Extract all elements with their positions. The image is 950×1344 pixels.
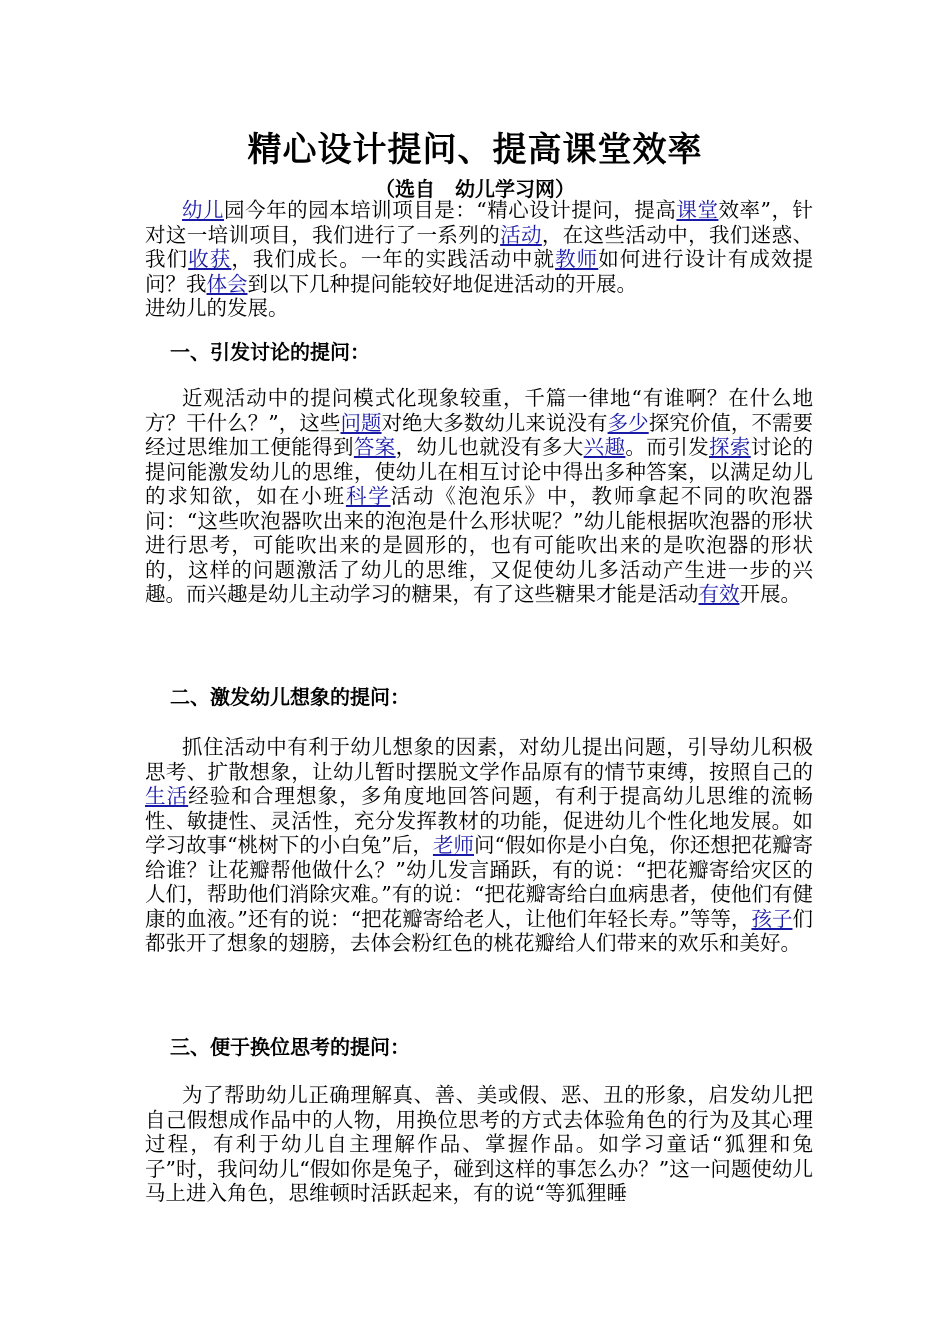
section-2-paragraph: 抓住活动中有利于幼儿想象的因素，对幼儿提出问题，引导幼儿积极思考、扩散想象，让幼儿暂时摆脱文学作品原有的情节束缚，按照自己的生活经验和合理想象，多角度地回答问题，有利于提高幼儿思维的流畅性、敏捷性、灵活性，充分发挥教材的功能，促进幼儿个性化地发展。如学习故事“桃树下的小白兔”后，老师问“假如你是小白兔，你还想把花瓣寄给谁？让花瓣帮他做什么？”幼儿发言踊跃，有的说：“把花瓣寄给灾区的人们，帮助他们消除灾难。”有的说：“把花瓣寄给白血病患者，使他们有健康的血液。”还有的说：“把花瓣寄给老人，让他们年轻长寿。”等等，孩子们都张开了想象的翅膀，去体会粉红色的桃花瓣给人们带来的欢乐和美好。 [145, 735, 814, 955]
link-kexue[interactable]: 科学 [345, 484, 391, 508]
section-1-paragraph: 近观活动中的提问模式化现象较重，千篇一律地“有谁啊？在什么地方？干什么？”，这些问题对绝大多数幼儿来说没有多少探究价值，不需要经过思维加工便能得到答案，幼儿也就没有多大兴趣。而引发探索讨论的提问能激发幼儿的思维，使幼儿在相互讨论中得出多种答案，以满足幼儿的求知欲，如在小班科学活动《泡泡乐》中，教师拿起不同的吹泡器问：“这些吹泡器吹出来的泡泡是什么形状呢？”幼儿能根据吹泡器的形状进行思考，可能吹出来的是圆形的，也有可能吹出来的是吹泡器的形状的，这样的问题激活了幼儿的思维，又促使幼儿多活动产生进一步的兴趣。而兴趣是幼儿主动学习的糖果，有了这些糖果才能是活动有效开展。 [145, 386, 814, 606]
section-2-heading: 二、激发幼儿想象的提问： [170, 685, 410, 709]
source-subtitle: （选自 幼儿学习网） [375, 177, 575, 201]
intro-paragraph: 幼儿园今年的园本培训项目是：“精心设计提问，提高课堂效率”，针对这一培训项目，我们进行了一系列的活动，在这些活动中，我们迷惑、我们收获，我们成长。一年的实践活动中就教师如何进行设计有成效提问？我体会到以下几种提问能较好地促进活动的开展。 进幼儿的发展。 [145, 198, 814, 320]
link-laoshi[interactable]: 老师 [432, 833, 475, 857]
link-youer[interactable]: 幼儿 [182, 198, 225, 222]
section-1-heading: 一、引发讨论的提问： [170, 340, 370, 364]
link-jiaoshi[interactable]: 教师 [555, 247, 599, 271]
link-tihui[interactable]: 体会 [206, 271, 248, 296]
section-3-paragraph: 为了帮助幼儿正确理解真、善、美或假、恶、丑的形象，启发幼儿把自己假想成作品中的人物，用换位思考的方式去体验角色的行为及其心理过程，有利于幼儿自主理解作品、掌握作品。如学习童话“狐狸和兔子”时，我问幼儿“假如你是兔子，碰到这样的事怎么办？”这一问题使幼儿马上进入角色，思维顿时活跃起来，有的说“等狐狸睡 [145, 1083, 813, 1205]
link-tansuo[interactable]: 探索 [708, 435, 751, 459]
link-ketang[interactable]: 课堂 [676, 198, 719, 222]
link-duoshao[interactable]: 多少 [607, 410, 649, 435]
link-shouhuo[interactable]: 收获 [188, 247, 232, 271]
link-youxiao[interactable]: 有效 [698, 582, 740, 606]
link-haizi[interactable]: 孩子 [751, 906, 793, 931]
link-daan[interactable]: 答案 [353, 435, 396, 459]
section-3-heading: 三、便于换位思考的提问： [170, 1035, 410, 1059]
link-shenghuo[interactable]: 生活 [145, 784, 189, 808]
page-title: 精心设计提问、提高课堂效率 [247, 130, 703, 170]
link-wenti[interactable]: 问题 [340, 410, 382, 435]
link-xingqu[interactable]: 兴趣 [583, 435, 626, 459]
link-huodong[interactable]: 活动 [500, 222, 542, 247]
